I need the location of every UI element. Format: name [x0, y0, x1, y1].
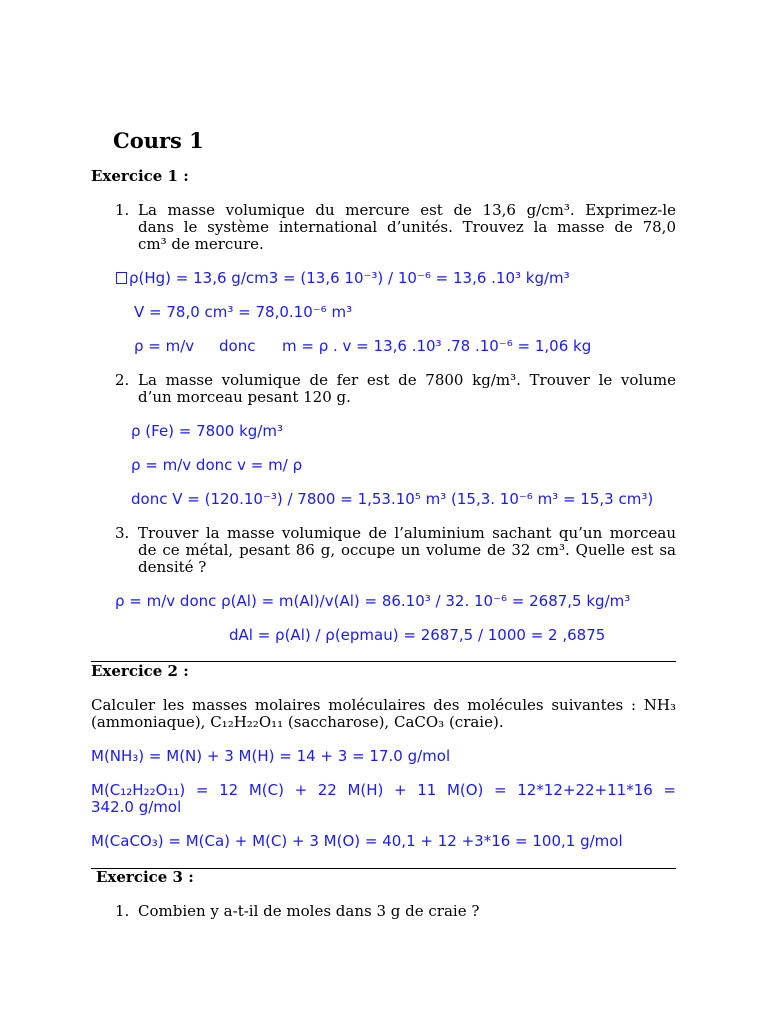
answer-nh3: M(NH₃) = M(N) + 3 M(H) = 14 + 3 = 17.0 g/mol	[91, 747, 451, 765]
answer-1-formula: ρ = m/v	[134, 337, 195, 355]
answer-2-volume: donc V = (120.10⁻³) / 7800 = 1,53.10⁵ m³ (15,3. 10⁻⁶ m³ = 15,3 cm³)	[131, 490, 654, 508]
question-number: 3.	[115, 524, 130, 542]
exercise-2-line-1: Calculer les masses molaires moléculaires des molécules suivantes : NH₃	[91, 696, 676, 714]
exercise-2-heading: Exercice 2 :	[91, 662, 189, 680]
question-1-line-3: cm³ de mercure.	[138, 235, 264, 253]
question-number: 2.	[115, 371, 130, 389]
question-number: 1.	[115, 201, 130, 219]
question-1-line-2: dans le système international d’unités. Trouvez la masse de 78,0	[138, 218, 676, 236]
answer-1-density-text: ρ(Hg) = 13,6 g/cm3 = (13,6 10⁻³) / 10⁻⁶ = 13,6 .10³ kg/m³	[129, 269, 570, 287]
answer-1-density	[116, 270, 570, 287]
answer-3-density: ρ = m/v donc ρ(Al) = m(Al)/v(Al) = 86.10³ / 32. 10⁻⁶ = 2687,5 kg/m³	[115, 592, 631, 610]
answer-2-density: ρ (Fe) = 7800 kg/m³	[131, 422, 283, 440]
answer-3-relative-density: dAl = ρ(Al) / ρ(epmau) = 2687,5 / 1000 = 2 ,6875	[229, 626, 606, 644]
question-number: 1.	[115, 902, 130, 920]
answer-1-donc: donc	[219, 337, 256, 355]
answer-2-formula: ρ = m/v donc v = m/ ρ	[131, 456, 303, 474]
exercise-1-heading: Exercice 1 :	[91, 167, 189, 185]
answer-saccharose-line-1: M(C₁₂H₂₂O₁₁) = 12 M(C) + 22 M(H) + 11 M(O) = 12*12+22+11*16 =	[91, 781, 676, 799]
question-2-line-2: d’un morceau pesant 120 g.	[138, 388, 351, 406]
checkbox-icon	[116, 272, 127, 284]
exercise-2-line-2: (ammoniaque), C₁₂H₂₂O₁₁ (saccharose), CaCO₃ (craie).	[91, 713, 504, 731]
answer-saccharose-line-2: 342.0 g/mol	[91, 798, 182, 816]
question-1-line-1: La masse volumique du mercure est de 13,6 g/cm³. Exprimez-le	[138, 201, 676, 219]
question-2-line-1: La masse volumique de fer est de 7800 kg/m³. Trouver le volume	[138, 371, 676, 389]
question-3-line-3: densité ?	[138, 558, 207, 576]
answer-1-volume: V = 78,0 cm³ = 78,0.10⁻⁶ m³	[134, 303, 353, 321]
exercise-3-question-1: Combien y a-t-il de moles dans 3 g de craie ?	[138, 902, 480, 920]
exercise-3-heading: Exercice 3 :	[96, 868, 194, 886]
answer-caco3: M(CaCO₃) = M(Ca) + M(C) + 3 M(O) = 40,1 + 12 +3*16 = 100,1 g/mol	[91, 832, 623, 850]
question-3-line-2: de ce métal, pesant 86 g, occupe un volume de 32 cm³. Quelle est sa	[138, 541, 676, 559]
page-title: Cours 1	[113, 128, 204, 153]
question-3-line-1: Trouver la masse volumique de l’aluminium sachant qu’un morceau	[138, 524, 676, 542]
answer-1-mass: m = ρ . v = 13,6 .10³ .78 .10⁻⁶ = 1,06 kg	[282, 337, 592, 355]
